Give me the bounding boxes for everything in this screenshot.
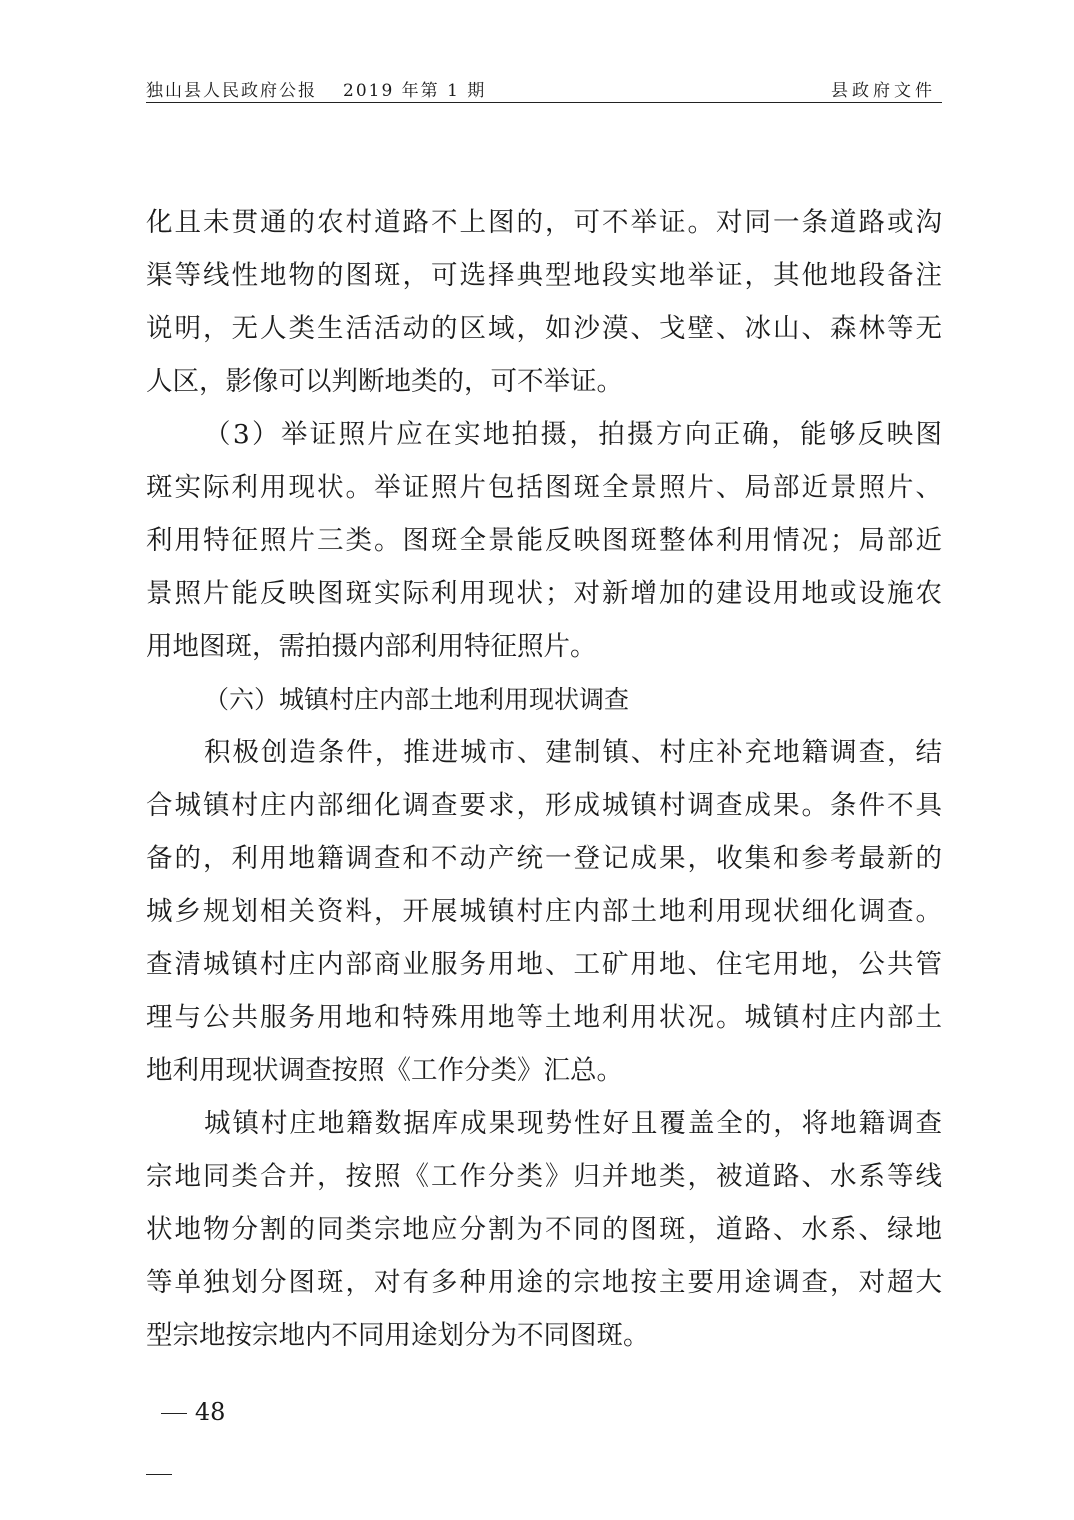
text-line: 说明，无人类生活活动的区域，如沙漠、戈壁、冰山、森林等无	[146, 313, 942, 344]
page-number	[146, 1364, 225, 1507]
section-heading: （六）城镇村庄内部土地利用现状调查	[204, 685, 630, 714]
text-line: 斑实际利用现状。举证照片包括图斑全景照片、局部近景照片、	[146, 472, 942, 503]
text-line: 景照片能反映图斑实际利用现状；对新增加的建设用地或设施农	[146, 578, 942, 609]
text-line: 状地物分割的同类宗地应分割为不同的图斑，道路、水系、绿地	[146, 1214, 942, 1245]
text-line: 宗地同类合并，按照《工作分类》归并地类，被道路、水系等线	[146, 1161, 942, 1192]
text-line: 用地图斑，需拍摄内部利用特征照片。	[146, 631, 597, 662]
page-number-dash	[146, 1474, 172, 1475]
section-title: 县政府文件	[831, 81, 936, 101]
text-line: 化且未贯通的农村道路不上图的，可不举证。对同一条道路或沟	[146, 207, 942, 238]
page-number-dash	[161, 1413, 187, 1414]
text-line: （3）举证照片应在实地拍摄，拍摄方向正确，能够反映图	[204, 419, 942, 450]
document-body	[146, 196, 942, 1362]
text-line: 渠等线性地物的图斑，可选择典型地段实地举证，其他地段备注	[146, 260, 942, 291]
text-line: 城镇村庄地籍数据库成果现势性好且覆盖全的，将地籍调查	[204, 1108, 942, 1139]
text-line: 查清城镇村庄内部商业服务用地、工矿用地、住宅用地，公共管	[146, 949, 942, 980]
text-line: 型宗地按宗地内不同用途划分为不同图斑。	[146, 1320, 650, 1351]
page-header	[146, 74, 942, 103]
text-line: 人区，影像可以判断地类的，可不举证。	[146, 366, 623, 397]
header-publication-info	[146, 76, 486, 101]
text-line: 备的，利用地籍调查和不动产统一登记成果，收集和参考最新的	[146, 843, 942, 874]
text-line: 合城镇村庄内部细化调查要求，形成城镇村调查成果。条件不具	[146, 790, 942, 821]
text-line: 积极创造条件，推进城市、建制镇、村庄补充地籍调查，结	[204, 737, 942, 768]
page-number-value: 48	[194, 1398, 226, 1426]
issue-number: 2019 年第 1 期	[343, 81, 487, 101]
text-line: 理与公共服务用地和特殊用地等土地利用状况。城镇村庄内部土	[146, 1002, 942, 1033]
text-line: 城乡规划相关资料，开展城镇村庄内部土地利用现状细化调查。	[146, 896, 942, 927]
text-line: 利用特征照片三类。图斑全景能反映图斑整体利用情况；局部近	[146, 525, 942, 556]
publication-title: 独山县人民政府公报	[146, 81, 317, 101]
text-line: 地利用现状调查按照《工作分类》汇总。	[146, 1055, 623, 1086]
text-line: 等单独划分图斑，对有多种用途的宗地按主要用途调查，对超大	[146, 1267, 942, 1298]
